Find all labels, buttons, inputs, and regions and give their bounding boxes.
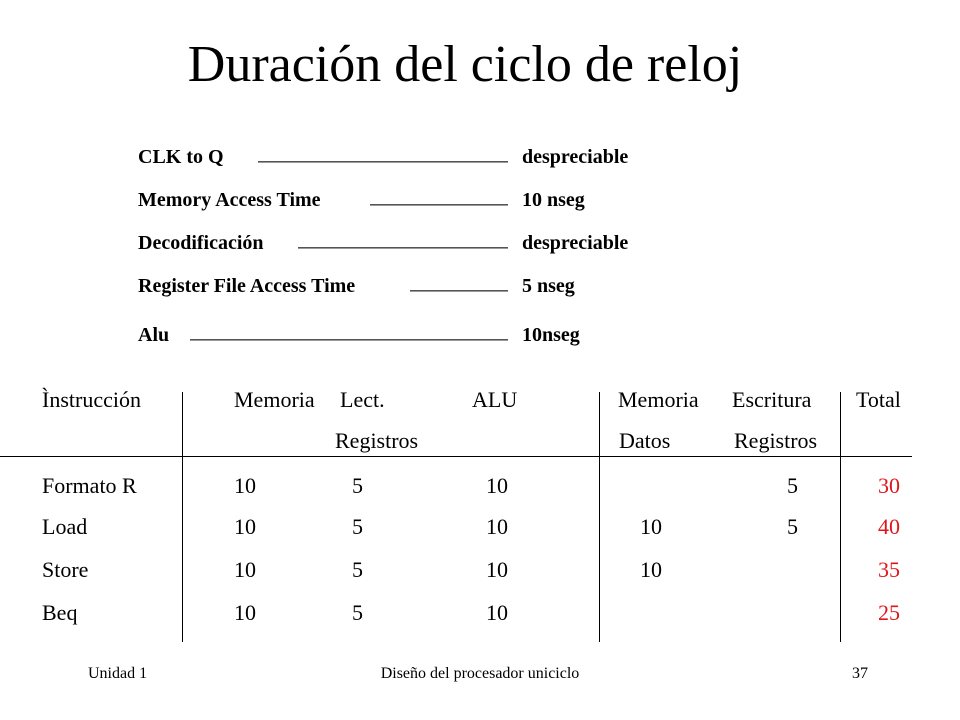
timing-value: 5 nseg [522,275,575,297]
header-instruccion: Ìnstrucción [42,387,141,412]
header-memoria-datos: Memoria [618,387,699,412]
timing-label: CLK to Q [138,146,224,168]
leader-line [298,247,508,249]
row-alu: 10 [486,557,508,582]
row-lect: 5 [352,557,363,582]
timing-row [138,142,698,172]
row-memoria: 10 [234,514,256,539]
row-lect: 5 [352,514,363,539]
row-escritura: 5 [787,514,798,539]
leader-line [258,161,508,163]
timing-row [138,320,698,350]
table-column-divider [182,392,183,642]
row-instruccion: Beq [42,600,78,625]
row-alu: 10 [486,473,508,498]
header-lect-registros: Lect. [340,387,385,412]
timing-label: Decodificación [138,232,264,254]
leader-line [190,339,508,341]
header-escritura-registros: Escritura [732,387,812,412]
timing-value: 10nseg [522,324,580,346]
timing-label: Alu [138,324,170,346]
timing-value: 10 nseg [522,189,585,211]
row-lect: 5 [352,600,363,625]
timing-label: Register File Access Time [138,275,356,297]
row-total: 30 [878,473,900,498]
footer-page-number: 37 [852,665,868,682]
table-header-divider [0,456,912,457]
row-alu: 10 [486,514,508,539]
row-instruccion: Formato R [42,473,137,498]
row-instruccion: Store [42,557,89,582]
row-memoria: 10 [234,557,256,582]
leader-line [370,204,508,206]
timing-row [138,185,698,215]
timing-label: Memory Access Time [138,189,321,211]
timing-value: despreciable [522,146,629,168]
row-mem-datos: 10 [640,514,662,539]
header-lect-registros-line2: Registros [335,428,419,453]
header-memoria: Memoria [234,387,315,412]
footer-unit: Unidad 1 [88,665,148,682]
footer-title: Diseño del procesador uniciclo [380,665,580,682]
header-total: Total [856,387,901,412]
row-mem-datos: 10 [640,557,662,582]
leader-line [410,290,508,292]
row-total: 40 [878,514,900,539]
row-instruccion: Load [42,514,88,539]
table-column-divider [599,392,600,642]
row-total: 35 [878,557,900,582]
row-alu: 10 [486,600,508,625]
timing-row [138,271,698,301]
header-alu: ALU [472,387,518,412]
timing-value: despreciable [522,232,629,254]
row-escritura: 5 [787,473,798,498]
row-total: 25 [878,600,900,625]
header-escritura-registros-line2: Registros [734,428,818,453]
table-column-divider [840,392,841,642]
row-memoria: 10 [234,600,256,625]
row-lect: 5 [352,473,363,498]
slide-title: Duración del ciclo de reloj [187,36,743,93]
timing-row [138,228,698,258]
row-memoria: 10 [234,473,256,498]
header-memoria-datos-line2: Datos [619,428,671,453]
